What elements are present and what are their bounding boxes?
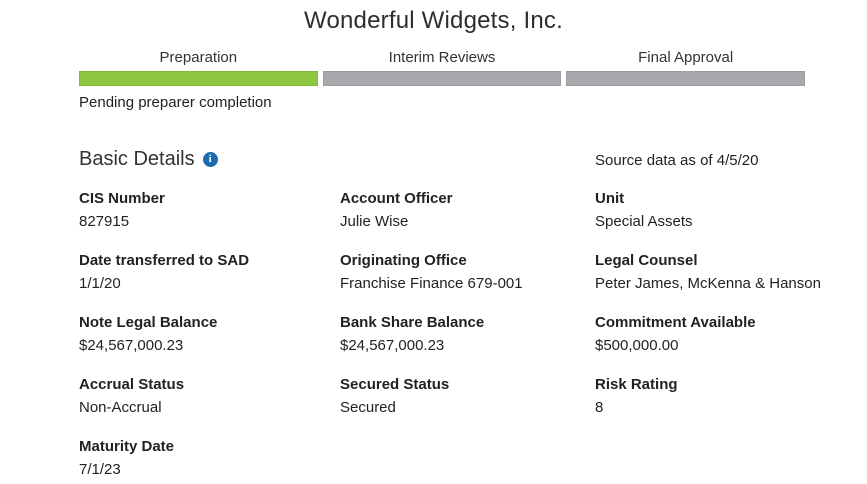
field-secured-status [340, 375, 595, 418]
field-label: Legal Counsel [595, 252, 698, 269]
field-label: Bank Share Balance [340, 314, 485, 331]
field-account-officer [340, 189, 595, 232]
field-label: Note Legal Balance [79, 314, 218, 331]
stage-labels-row [79, 49, 805, 66]
field-value: 7/1/23 [79, 461, 121, 478]
field-date-transferred-to-sad [79, 251, 340, 294]
field-value: Secured [340, 399, 396, 416]
field-value: Special Assets [595, 213, 693, 230]
field-note-legal-balance [79, 313, 340, 356]
field-label: Maturity Date [79, 438, 175, 455]
progress-segment-interim-reviews [323, 71, 562, 86]
field-label: Secured Status [340, 376, 450, 393]
progress-segment-preparation [79, 71, 318, 86]
field-label: Unit [595, 190, 625, 207]
field-cis-number [79, 189, 340, 232]
field-value: $500,000.00 [595, 337, 679, 354]
field-commitment-available [595, 313, 867, 356]
field-value: $24,567,000.23 [340, 337, 445, 354]
section-title-text: Basic Details [79, 148, 195, 170]
field-label: Date transferred to SAD [79, 252, 250, 269]
field-value: Julie Wise [340, 213, 409, 230]
field-value: 827915 [79, 213, 130, 230]
workflow-status-text: Pending preparer completion [79, 94, 272, 111]
field-unit [595, 189, 867, 232]
field-label: CIS Number [79, 190, 165, 207]
field-accrual-status [79, 375, 340, 418]
field-label: Accrual Status [79, 376, 185, 393]
stage-label-preparation: Preparation [159, 49, 238, 66]
field-value: 1/1/20 [79, 275, 121, 292]
field-maturity-date [79, 437, 340, 480]
field-label: Commitment Available [595, 314, 756, 331]
field-legal-counsel [595, 251, 867, 294]
progress-segment-final-approval [566, 71, 805, 86]
field-label: Account Officer [340, 190, 453, 207]
field-value: Non-Accrual [79, 399, 162, 416]
workflow-progress-tracker [79, 49, 805, 86]
field-value: Peter James, McKenna & Hanson [595, 275, 821, 292]
field-risk-rating [595, 375, 867, 418]
field-label: Originating Office [340, 252, 467, 269]
field-originating-office [340, 251, 595, 294]
info-icon[interactable]: i [203, 152, 218, 167]
field-bank-share-balance [340, 313, 595, 356]
section-title [79, 148, 218, 171]
stage-label-interim-reviews: Interim Reviews [388, 49, 496, 66]
field-value: $24,567,000.23 [79, 337, 184, 354]
page-title: Wonderful Widgets, Inc. [304, 7, 563, 34]
stage-label-final-approval: Final Approval [638, 49, 734, 66]
field-value: 8 [595, 399, 604, 416]
basic-details-header [0, 148, 867, 172]
basic-details-grid [79, 189, 867, 480]
field-label: Risk Rating [595, 376, 678, 393]
progress-bar [79, 71, 805, 86]
field-value: Franchise Finance 679-001 [340, 275, 523, 292]
source-data-note: Source data as of 4/5/20 [595, 152, 759, 169]
